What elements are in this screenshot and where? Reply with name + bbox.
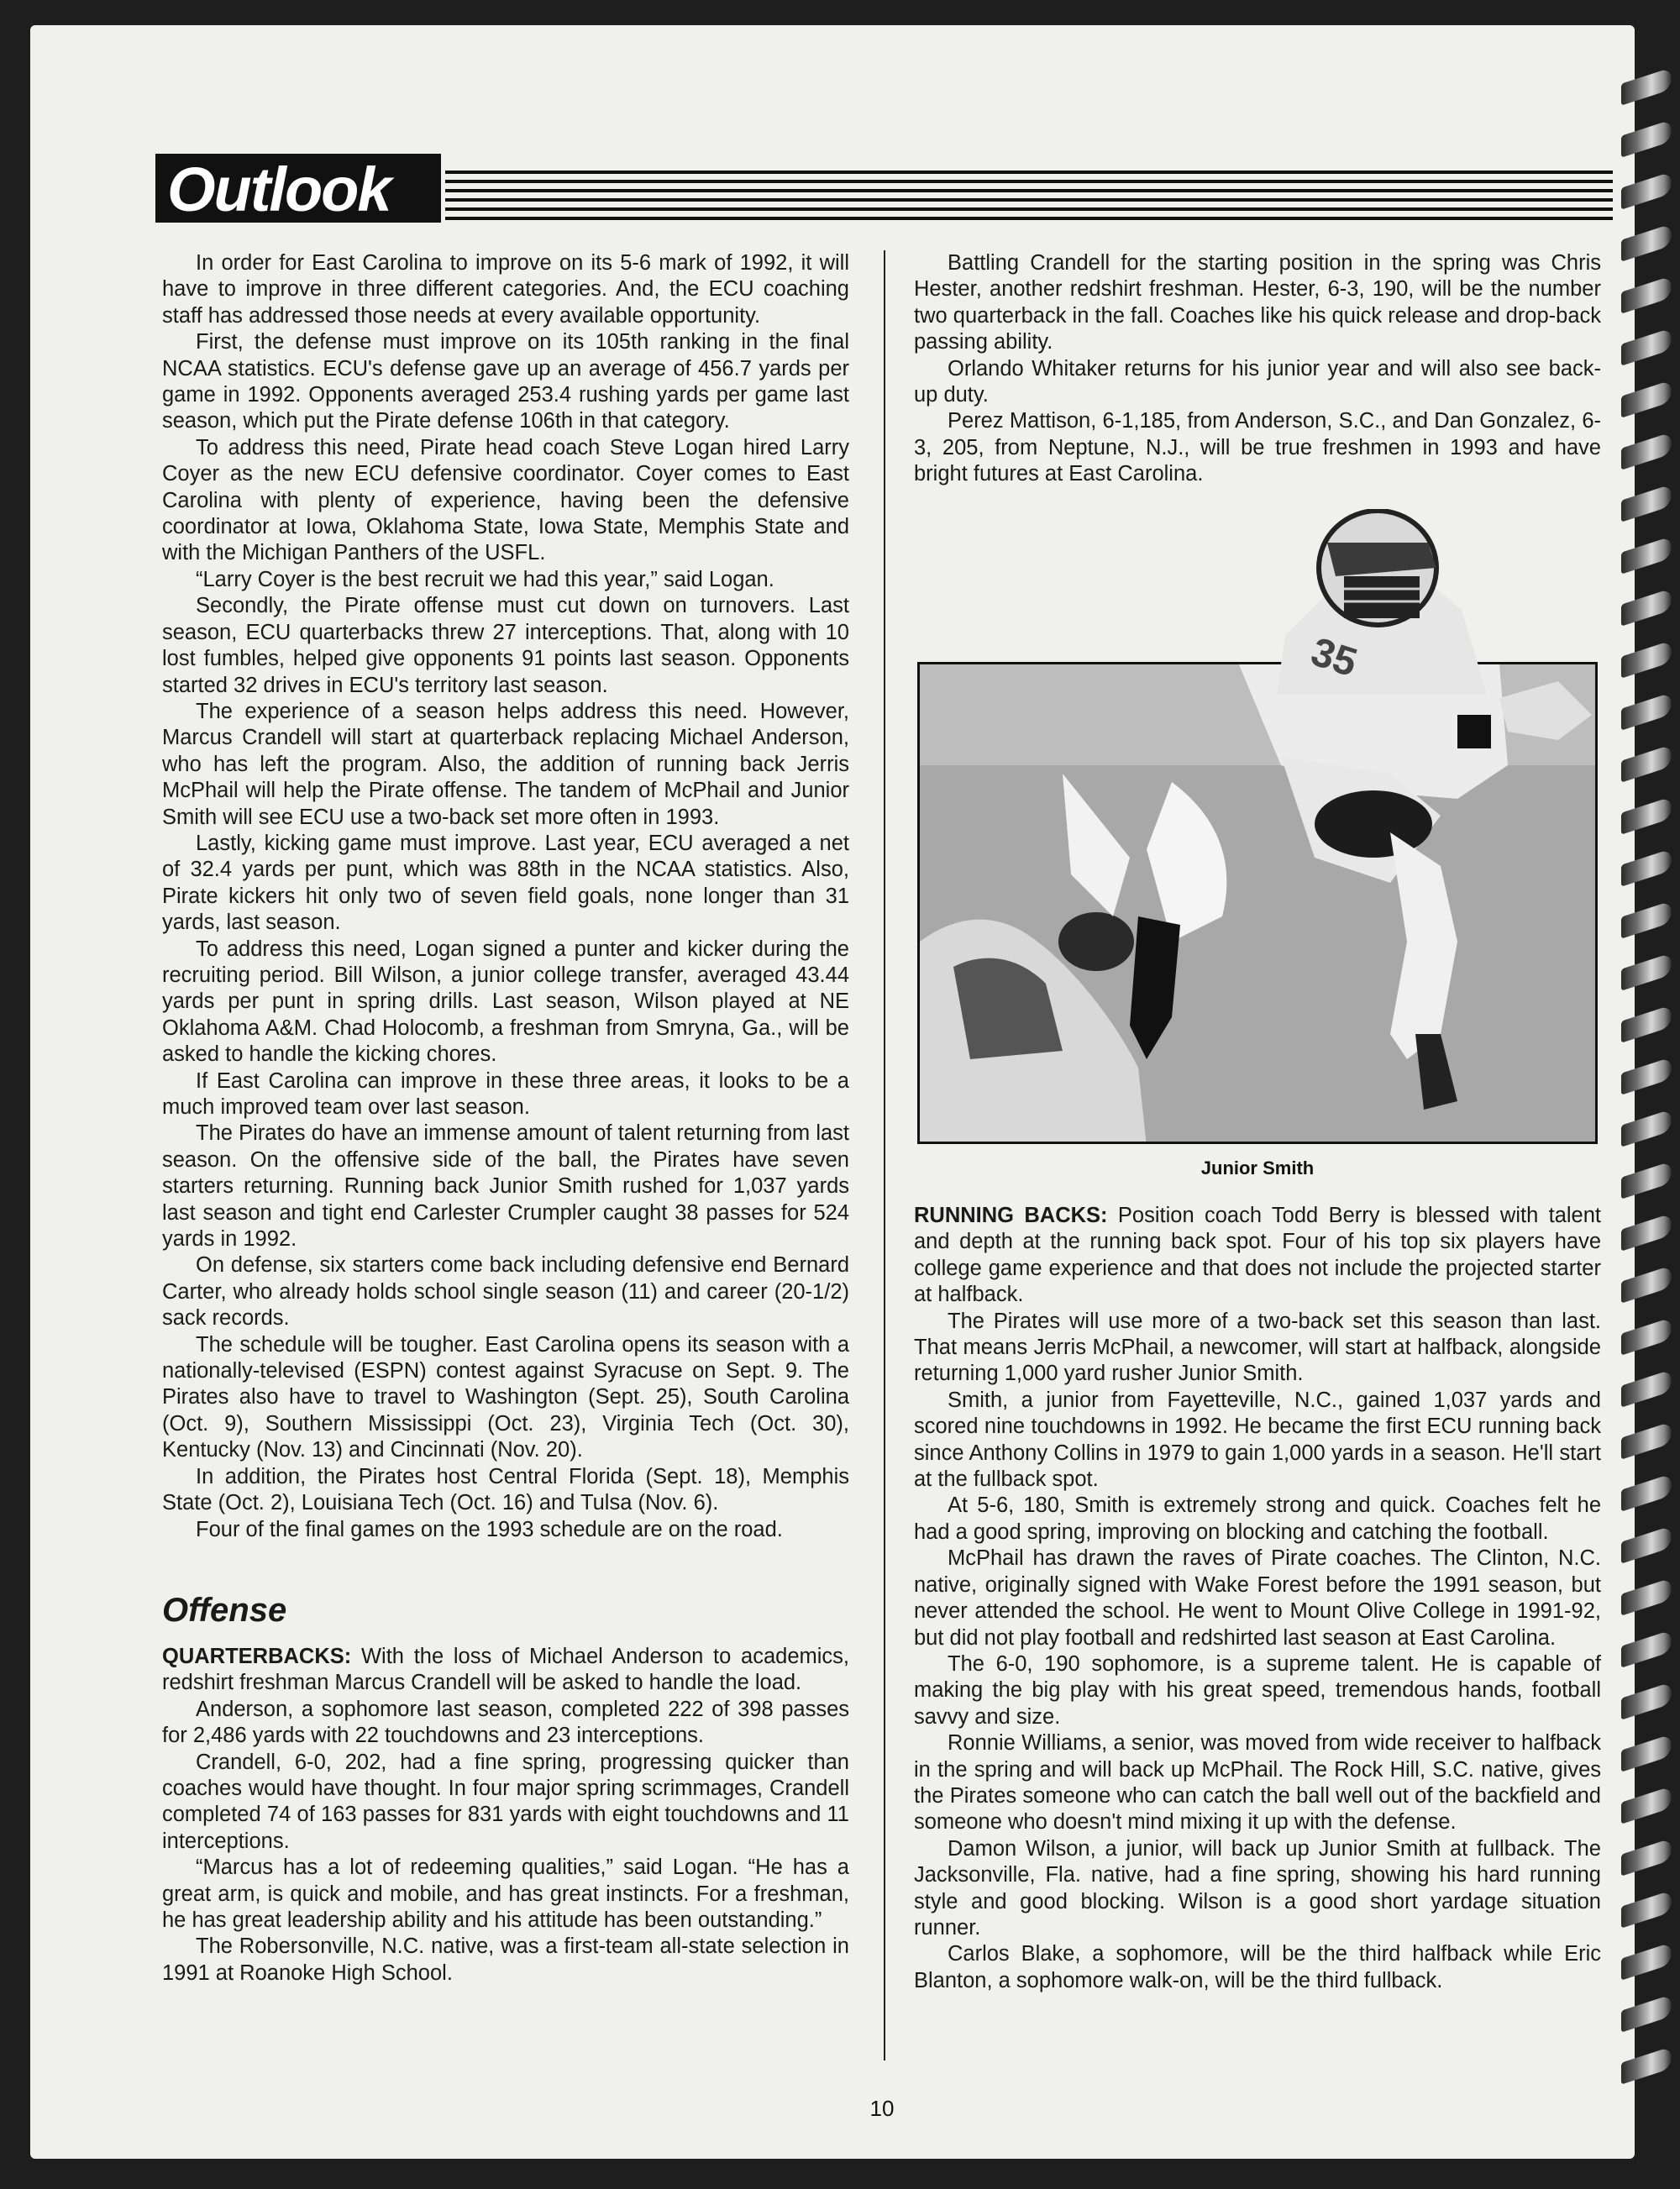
section-banner-title: Outlook: [167, 155, 391, 224]
binding-ring: [1621, 1057, 1672, 1094]
body-paragraph: Battling Crandell for the starting position in the spring was Chris Hester, another redshirt freshman. Hester, 6-3, 190, will be the number two quarterback in the fall. Coaches like his quick release and drop-back passing ability.: [914, 251, 1601, 354]
binding-ring: [1621, 1734, 1672, 1772]
binding-ring: [1621, 1994, 1672, 2032]
body-paragraph: Lastly, kicking game must improve. Last year, ECU averaged a net of 32.4 yards per punt, which was 88th in the NCAA statistics. Also, Pirate kickers hit only two of seven field goals, none longer than 31 yards, last season.: [162, 831, 849, 935]
body-paragraph: The schedule will be tougher. East Carolina opens its season with a nationally-televised (ESPN) contest against Syracuse on Sept. 9. The Pirates also have to travel to Washington (Sept. 25), South Carolina (Oct. 9), Southern Mississippi (Oct. 23), Virginia Tech (Oct. 30), Kentucky (Nov. 13) and Cincinnati (Nov. 20).: [162, 1332, 849, 1462]
binding-ring: [1621, 640, 1672, 678]
body-paragraph: Orlando Whitaker returns for his junior year and will also see back-up duty.: [914, 356, 1601, 407]
body-paragraph: To address this need, Pirate head coach Steve Logan hired Larry Coyer as the new ECU defensive coordinator. Coyer comes to East Carolina with plenty of experience, having been the defensive coordinator at Iowa, Oklahoma State, Iowa State, Memphis State and with the Michigan Panthers of the USFL.: [162, 435, 849, 565]
binding-ring: [1621, 432, 1672, 470]
body-paragraph: Anderson, a sophomore last season, completed 222 of 398 passes for 2,486 yards with 22 touchdowns and 23 interceptions.: [162, 1697, 849, 1748]
binding-ring: [1621, 171, 1672, 209]
runner-helmet-breakout: [1210, 509, 1546, 694]
body-paragraph: First, the defense must improve on its 105th ranking in the final NCAA statistics. ECU's defense gave up an average of 456.7 yards per game in 1992. Opponents averaged 253.4 rushing yards per game last season, which put the Pirate defense 106th in that category.: [162, 330, 849, 433]
binding-ring: [1621, 1369, 1672, 1407]
body-paragraph: “Larry Coyer is the best recruit we had this year,” said Logan.: [196, 567, 774, 591]
binding-ring: [1621, 1682, 1672, 1719]
banner-title-box: [155, 154, 441, 223]
spiral-binding: [1621, 76, 1680, 2125]
binding-ring: [1621, 2046, 1672, 2084]
binding-ring: [1621, 119, 1672, 157]
binding-ring: [1621, 1317, 1672, 1355]
right-column-bottom: [914, 1203, 1601, 1994]
football: [1315, 790, 1432, 858]
tackler-helmet: [1058, 912, 1134, 971]
player-photo: [917, 662, 1598, 1144]
body-paragraph: The Robersonville, N.C. native, was a first-team all-state selection in 1991 at Roanoke High School.: [162, 1934, 849, 1985]
photo-breakout: [1210, 509, 1546, 694]
body-paragraph: Ronnie Williams, a senior, was moved from wide receiver to halfback in the spring and will back up McPhail. The Rock Hill, S.C. native, gives the Pirates someone who can catch the ball well out of the backfield and someone who doesn't mind mixing it up with the defense.: [914, 1731, 1601, 1835]
left-column: [162, 250, 849, 1987]
quarterback-paragraphs: [162, 1697, 849, 1987]
binding-ring: [1621, 1213, 1672, 1251]
photo-illustration: [920, 664, 1598, 1144]
body-paragraph: “Marcus has a lot of redeeming qualities,” said Logan. “He has a great arm, is quick and mobile, and has great instincts. For a freshman, he has great leadership ability and his attitude has been outstanding.”: [162, 1856, 849, 1932]
binding-ring: [1621, 588, 1672, 626]
quarterbacks-first-text: With the loss of Michael Anderson to academics, redshirt freshman Marcus Crandell will be asked to handle the load.: [162, 1644, 849, 1695]
binding-ring: [1621, 1525, 1672, 1563]
binding-ring: [1621, 692, 1672, 730]
binding-ring: [1621, 1838, 1672, 1876]
body-paragraph: The Pirates do have an immense amount of talent returning from last season. On the offensive side of the ball, the Pirates have seven starters returning. Running back Junior Smith rushed for 1,037 yards last season and tight end Carlester Crumpler caught 38 passes for 524 yards in 1992.: [162, 1121, 849, 1252]
body-paragraph: Damon Wilson, a junior, will back up Junior Smith at fullback. The Jacksonville, Fla. native, had a fine spring, showing his hard running style and good blocking. Wilson is a good short yardage situation runner.: [914, 1836, 1601, 1940]
body-paragraph: At 5-6, 180, Smith is extremely strong and quick. Coaches felt he had a good spring, improving on blocking and catching the football.: [914, 1493, 1601, 1544]
banner-rule-lines: [445, 171, 1613, 223]
column-divider: [884, 250, 885, 2060]
left-paragraphs: [162, 250, 849, 1543]
body-paragraph: Secondly, the Pirate offense must cut down on turnovers. Last season, ECU quarterbacks threw 27 interceptions. That, along with 10 lost fumbles, helped give opponents 91 points last season. Opponents started 32 drives in ECU's territory last season.: [162, 594, 849, 697]
binding-ring: [1621, 276, 1672, 313]
body-paragraph: On defense, six starters come back including defensive end Bernard Carter, who already holds school single season (11) and career (20-1/2) sack records.: [162, 1253, 849, 1331]
quarterbacks-intro: [162, 1644, 849, 1697]
outlook-banner: [155, 154, 1613, 223]
running-backs-first-text: Position coach Todd Berry is blessed with talent and depth at the running back spot. Four of his top six players have college game experience and that does not include the projected starter at halfback.: [914, 1204, 1602, 1307]
page-number: 10: [869, 2096, 895, 2121]
binding-ring: [1621, 1942, 1672, 1980]
body-paragraph: Four of the final games on the 1993 schedule are on the road.: [196, 1517, 783, 1541]
body-paragraph: The Pirates will use more of a two-back set this season than last. That means Jerris McPhail, a newcomer, will start at halfback, alongside returning 1,000 yard rusher Junior Smith.: [914, 1309, 1601, 1386]
binding-ring: [1621, 1161, 1672, 1199]
binding-ring: [1621, 1786, 1672, 1824]
running-backs-intro: [914, 1203, 1601, 1309]
right-top-paragraphs: [914, 250, 1601, 488]
quarterbacks-lead: QUARTERBACKS:: [162, 1644, 352, 1668]
binding-ring: [1621, 1577, 1672, 1615]
body-paragraph: The experience of a season helps address this need. However, Marcus Crandell will start at quarterback replacing Michael Anderson, who has left the program. Also, the addition of running back Jerris McPhail will help the Pirate offense. The tandem of McPhail and Junior Smith will see ECU use a two-back set more often in 1993.: [162, 699, 849, 829]
body-paragraph: McPhail has drawn the raves of Pirate coaches. The Clinton, N.C. native, originally signed with Wake Forest before the 1991 season, but never attended the school. He went to Mount Olive College in 1991-92, but did not play football and redshirted last season at East Carolina.: [914, 1546, 1601, 1650]
running-backs-lead: RUNNING BACKS:: [914, 1204, 1108, 1227]
jersey-number: 35: [1305, 629, 1362, 686]
body-paragraph: In order for East Carolina to improve on its 5-6 mark of 1992, it will have to improve in three different categories. And, the ECU coaching staff has addressed those needs at every available opportunity.: [162, 251, 849, 328]
body-paragraph: In addition, the Pirates host Central Florida (Sept. 18), Memphis State (Oct. 2), Louisiana Tech (Oct. 16) and Tulsa (Nov. 6).: [162, 1464, 849, 1515]
body-paragraph: Carlos Blake, a sophomore, will be the third halfback while Eric Blanton, a sophomore walk-on, will be the third fullback.: [914, 1942, 1601, 1992]
running-back-paragraphs: [914, 1309, 1601, 1995]
right-column-top: [914, 250, 1601, 488]
binding-ring: [1621, 1109, 1672, 1147]
binding-ring: [1621, 536, 1672, 574]
binding-ring: [1621, 223, 1672, 261]
binding-ring: [1621, 1630, 1672, 1667]
photo-caption: Junior Smith: [1200, 1157, 1315, 1178]
binding-ring: [1621, 380, 1672, 417]
binding-ring: [1621, 328, 1672, 365]
binding-ring: [1621, 1890, 1672, 1928]
binding-ring: [1621, 1265, 1672, 1303]
binding-ring: [1621, 484, 1672, 522]
body-paragraph: Smith, a junior from Fayetteville, N.C., gained 1,037 yards and scored nine touchdowns in 1992. He became the first ECU running back since Anthony Collins in 1979 to gain 1,000 yards in a season. He'll start at the fullback spot.: [914, 1388, 1601, 1492]
binding-ring: [1621, 1473, 1672, 1511]
binding-ring: [1621, 796, 1672, 834]
body-paragraph: To address this need, Logan signed a punter and kicker during the recruiting period. Bill Wilson, a junior college transfer, averaged 43.44 yards per punt in spring drills. Last season, Wilson played at NE Oklahoma A&M. Chad Holocomb, a freshman from Smryna, Ga., will be asked to handle the kicking chores.: [162, 937, 849, 1067]
body-paragraph: If East Carolina can improve in these three areas, it looks to be a much improved team over last season.: [162, 1068, 849, 1119]
body-paragraph: Perez Mattison, 6-1,185, from Anderson, S.C., and Dan Gonzalez, 6-3, 205, from Neptune, N.J., will be true freshmen in 1993 and have bright futures at East Carolina.: [914, 409, 1601, 486]
body-paragraph: The 6-0, 190 sophomore, is a supreme talent. He is capable of making the big play with his great speed, tremendous hands, football savvy and size.: [914, 1651, 1601, 1729]
binding-ring: [1621, 744, 1672, 782]
binding-ring: [1621, 900, 1672, 938]
binding-ring: [1621, 953, 1672, 990]
binding-ring: [1621, 848, 1672, 886]
body-paragraph: Crandell, 6-0, 202, had a fine spring, progressing quicker than coaches would have thought. In four major spring scrimmages, Crandell completed 74 of 163 passes for 831 yards with eight touchdowns and 11 interceptions.: [162, 1750, 849, 1853]
offense-heading: Offense: [162, 1591, 287, 1629]
binding-ring: [1621, 1005, 1672, 1042]
binding-ring: [1621, 1421, 1672, 1459]
